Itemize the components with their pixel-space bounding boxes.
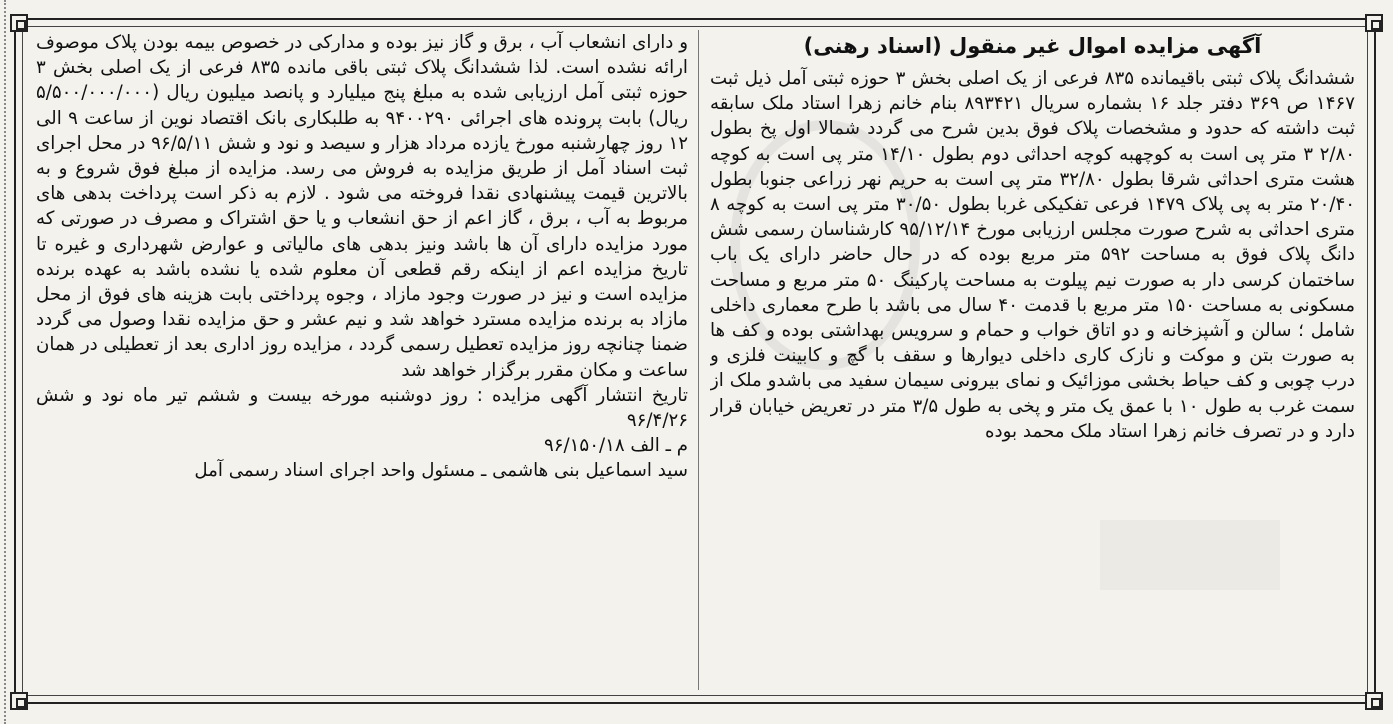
auction-terms: و دارای انشعاب آب ، برق و گاز نیز بوده و مدارکی در خصوص بیمه بودن پلاک موصوف ارائه نشده است. لذا ششدانگ پلاک ثبتی باقی مانده ۸۳۵ فرعی از یک اصلی بخش ۳ حوزه ثبتی آمل ارزیابی شده به مبلغ پنج میلیارد و پانصد میلیون ریال (۵/۵۰۰/۰۰۰/۰۰۰ ریال) بابت پرونده های اجرائی ۹۴۰۰۲۹۰ به طلبکاری بانک اقتصاد نوین از ساعت ۹ الی ۱۲ روز چهارشنبه مورخ یازده مرداد هزار و سیصد و نود و شش ۹۶/۵/۱۱ در محل اجرای ثبت اسناد آمل از طریق مزایده به فروش می رسد. مزایده از مبلغ فوق شروع و به بالاترین قیمت پیشنهادی نقدا فروخته می شود . لازم به ذکر است پرداخت بدهی های مربوط به آب ، برق ، گاز اعم از حق انشعاب و یا حق اشتراک و مصرف در صورتی که مورد مزایده دارای آن ها باشد ونیز بدهی های مالیاتی و عوارض شهرداری و غیره تا تاریخ مزایده اعم از اینکه رقم قطعی آن معلوم شده یا نشده باشد به عهده برنده مزایده است و نیز در صورت وجود مازاد ، وجوه پرداختی بابت هزینه های فوق از محل مازاد به برنده مزایده مسترد خواهد شد و نیم عشر و حق مزایده نقدا وصول می گردد ضمنا چنانچه روز مزایده تعطیل رسمی گردد ، مزایده روز اداری بعد از تعطیلی در همان ساعت و مکان مقرر برگزار خواهد شد (36, 32, 688, 381)
publish-date: تاریخ انتشار آگهی مزایده : روز دوشنبه مورخه بیست و ششم تیر ماه نود و شش ۹۶/۴/۲۶ (36, 384, 688, 432)
notice-right-column (710, 30, 1355, 690)
property-description: ششدانگ پلاک ثبتی باقیمانده ۸۳۵ فرعی از یک اصلی بخش ۳ حوزه ثبتی آمل ذیل ثبت ۱۴۶۷ ص ۳۶۹ دفتر جلد ۱۶ بشماره سریال ۸۹۳۴۲۱ بنام خانم زهرا استاد ملک سابقه ثبت داشته که حدود و مشخصات پلاک فوق بدین شرح می گردد شمالا اول پخ بطول ۲/۸۰ ۳ متر پی است به کوچهبه کوچه احداثی دوم بطول ۱۴/۱۰ متر پی است به کوچه هشت متری احداثی شرقا بطول ۳۲/۸۰ متر پی است به حریم نهر زراعی جنوبا بطول ۲۰/۴۰ متر به پی پلاک ۱۴۷۹ فرعی تفکیکی غربا بطول ۳۰/۵۰ متر پی است به کوچه ۸ متری احداثی به شرح صورت مجلس ارزیابی مورخ ۹۵/۱۲/۱۴ کارشناسان رسمی شش دانگ پلاک فوق به مساحت ۵۹۲ متر مربع بوده که در حال حاضر دارای یک باب ساختمان کرسی دار به صورت نیم پیلوت به مساحت پارکینگ ۵۰ متر مربع و مساحت مسکونی به مساحت ۱۵۰ متر مربع با قدمت ۴۰ سال می باشد با طرح معماری داخلی شامل ؛ سالن و آشپزخانه و دو اتاق خواب و حمام و سرویس بهداشتی بوده و کف ها به صورت بتن و موکت و نازک کاری داخلی دیوارها و سقف با گچ و کابینت فلزی و درب چوبی و کف حیاط بخشی موزائیک و نمای بیرونی سیمان سفید می باشدو ملک از سمت غرب به طول ۱۰ با عمق یک متر و پخی به طول ۳/۵ متر در تعریض خیابان قرار دارد و در تصرف خانم زهرا استاد ملک محمد بوده (710, 68, 1355, 442)
corner-ornament (10, 692, 28, 710)
corner-ornament (1365, 692, 1383, 710)
reference-number: م ـ الف ۹۶/۱۵۰/۱۸ (544, 435, 688, 457)
corner-ornament (1365, 14, 1383, 32)
cut-line (4, 0, 6, 724)
notice-left-column (36, 30, 688, 690)
column-divider (698, 30, 699, 690)
notice-title: آگهی مزایده اموال غیر منقول (اسناد رهنی) (803, 34, 1262, 58)
signature: سید اسماعیل بنی هاشمی ـ مسئول واحد اجرای اسناد رسمی آمل (194, 460, 688, 482)
corner-ornament (10, 14, 28, 32)
